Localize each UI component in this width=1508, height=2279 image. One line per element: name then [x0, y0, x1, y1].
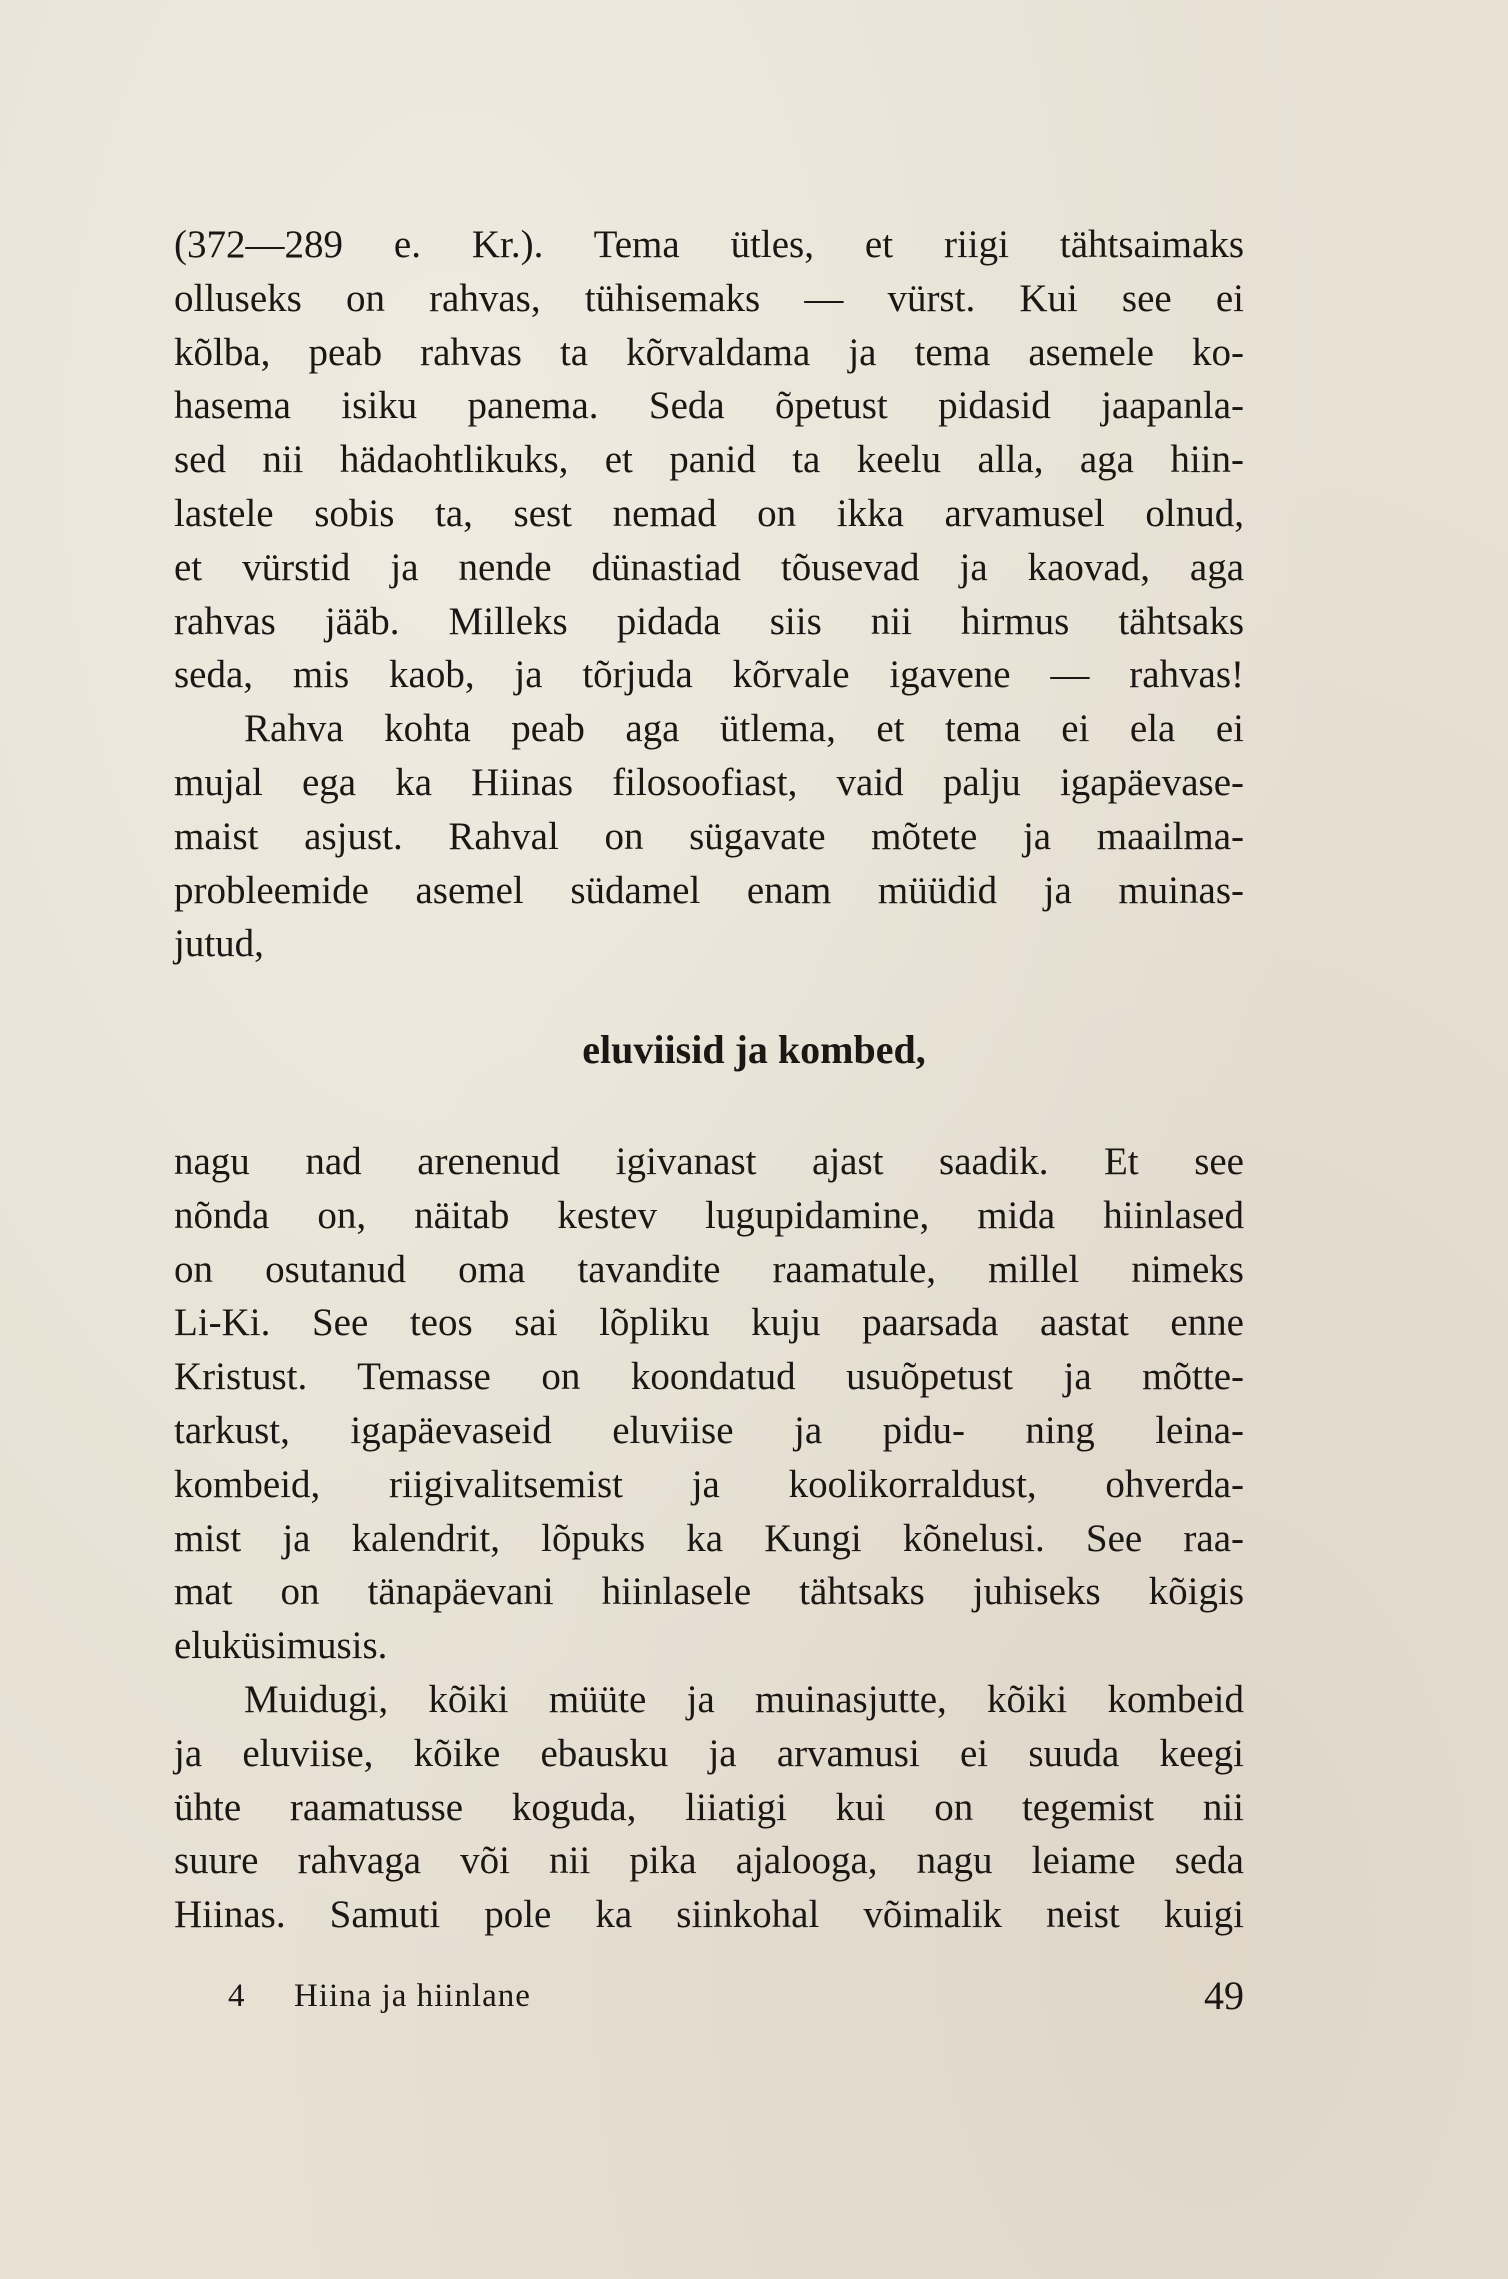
- text-line: suure rahvaga või nii pika ajalooga, nagu leiame seda: [174, 1839, 1244, 1883]
- text-line: mujal ega ka Hiinas filosoofiast, vaid palju igapäevase-: [174, 760, 1244, 804]
- page-footer: [174, 1972, 1244, 2022]
- text-line: eluküsimusis.: [174, 1624, 388, 1668]
- text-line: mist ja kalendrit, lõpuks ka Kungi kõnelusi. See raa-: [174, 1516, 1244, 1560]
- text-line: kõlba, peab rahvas ta kõrvaldama ja tema asemele ko-: [174, 330, 1244, 374]
- text-line: mat on tänapäevani hiinlasele tähtsaks juhiseks kõigis: [174, 1570, 1244, 1614]
- text-line: ühte raamatusse koguda, liiatigi kui on tegemist nii: [174, 1785, 1244, 1829]
- text-line: sed nii hädaohtlikuks, et panid ta keelu alla, aga hiin-: [174, 438, 1244, 482]
- text-line: Hiinas. Samuti pole ka siinkohal võimalik neist kuigi: [174, 1893, 1244, 1937]
- text-line: nõnda on, näitab kestev lugupidamine, mida hiinlased: [174, 1193, 1244, 1237]
- text-line: olluseks on rahvas, tühisemaks — vürst. Kui see ei: [174, 276, 1244, 320]
- text-line: et vürstid ja nende dünastiad tõusevad ja kaovad, aga: [174, 545, 1244, 589]
- text-line: Rahva kohta peab aga ütlema, et tema ei ela ei: [244, 707, 1244, 751]
- text-line: tarkust, igapäevaseid eluviise ja pidu- ning leina-: [174, 1408, 1244, 1452]
- text-line: rahvas jääb. Milleks pidada siis nii hirmus tähtsaks: [174, 599, 1244, 643]
- text-line: Kristust. Temasse on koondatud usuõpetust ja mõtte-: [174, 1355, 1244, 1399]
- text-line: seda, mis kaob, ja tõrjuda kõrvale igavene — rahvas!: [174, 653, 1244, 697]
- signature-number: 4: [228, 1978, 245, 2014]
- text-line: kombeid, riigivalitsemist ja koolikorraldust, ohverda-: [174, 1462, 1244, 1506]
- text-line: hasema isiku panema. Seda õpetust pidasid jaapanla-: [174, 384, 1244, 428]
- signature-title: Hiina ja hiinlane: [294, 1978, 531, 2014]
- text-line: on osutanud oma tavandite raamatule, millel nimeks: [174, 1247, 1244, 1291]
- paragraph-1: [174, 218, 1244, 971]
- text-line: Muidugi, kõiki müüte ja muinasjutte, kõiki kombeid: [244, 1677, 1244, 1721]
- text-line: maist asjust. Rahval on sügavate mõtete ja maailma-: [174, 814, 1244, 858]
- text-line: Li-Ki. See teos sai lõpliku kuju paarsada aastat enne: [174, 1301, 1244, 1345]
- paragraph-2-3: [174, 1135, 1244, 1942]
- section-heading: eluviisid ja kombed,: [582, 1027, 926, 1072]
- text-line: jutud,: [174, 922, 264, 966]
- text-line: lastele sobis ta, sest nemad on ikka arvamusel olnud,: [174, 491, 1244, 535]
- page-number: 49: [1204, 1973, 1244, 2018]
- text-line: ja eluviise, kõike ebausku ja arvamusi ei suuda keegi: [174, 1731, 1244, 1775]
- text-line: nagu nad arenenud igivanast ajast saadik. Et see: [174, 1140, 1244, 1183]
- text-line: probleemide asemel südamel enam müüdid ja muinas-: [174, 868, 1244, 912]
- text-line: (372—289 e. Kr.). Tema ütles, et riigi tähtsaimaks: [174, 223, 1244, 266]
